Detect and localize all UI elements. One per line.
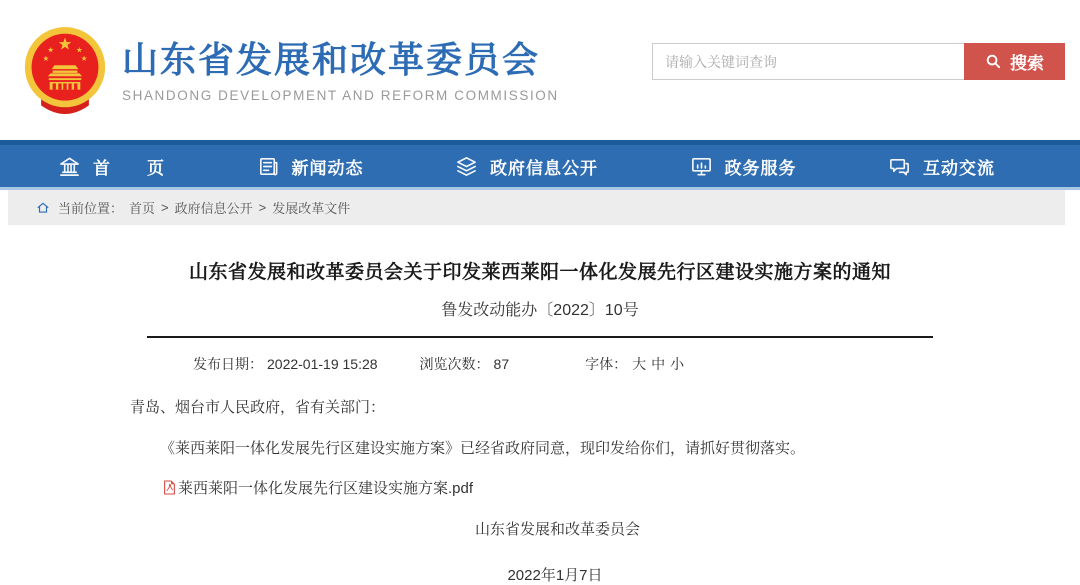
home-icon: [36, 201, 50, 215]
font-size-small[interactable]: 小: [670, 356, 685, 372]
search-icon: [985, 53, 1002, 70]
brand-text: [122, 39, 559, 103]
nav-item-info-disclosure[interactable]: [455, 154, 598, 179]
layers-icon: [455, 155, 478, 178]
site-subtitle-en: SHANDONG DEVELOPMENT AND REFORM COMMISSION: [122, 88, 559, 104]
monitor-chart-icon: [690, 155, 713, 178]
building-icon: [58, 155, 81, 178]
font-size-control: [585, 354, 684, 374]
nav-item-services[interactable]: [690, 154, 797, 179]
nav-item-home[interactable]: [58, 154, 165, 179]
site-title: 山东省发展和改革委员会: [122, 38, 541, 80]
doc-number: 鲁发改动能办〔2022〕10号: [441, 302, 639, 319]
breadcrumb-link-reform-documents[interactable]: 发展改革文件: [272, 201, 351, 216]
breadcrumb-separator: >: [258, 200, 267, 215]
article-body: [0, 396, 1080, 585]
search-button[interactable]: [964, 43, 1065, 80]
nav-item-label: 政府信息公开: [490, 158, 598, 178]
main-nav: [0, 140, 1080, 190]
breadcrumb-prefix: 当前位置：: [58, 201, 124, 216]
view-count-value: 87: [493, 356, 510, 372]
nav-item-label: 首 页: [93, 158, 165, 178]
site-brand[interactable]: [22, 25, 559, 117]
publish-date: [193, 354, 378, 374]
breadcrumb-separator: >: [161, 200, 169, 215]
nav-item-interaction[interactable]: [888, 154, 995, 179]
font-size-label: 字体：: [585, 356, 628, 372]
search-bar: [652, 43, 1065, 80]
chat-bubbles-icon: [888, 155, 911, 178]
article: [0, 225, 1080, 585]
attachment-row: [130, 477, 950, 498]
signature: 山东省发展和改革委员会: [474, 521, 640, 538]
signature-date: 2022年1月7日: [507, 567, 603, 584]
publish-date-value: 2022-01-19 15:28: [267, 356, 378, 372]
salutation: 青岛、烟台市人民政府，省有关部门：: [130, 399, 386, 416]
font-size-large[interactable]: 大: [632, 356, 647, 372]
article-meta: [147, 354, 933, 374]
attachment-link[interactable]: 莱西莱阳一体化发展先行区建设实施方案.pdf: [178, 480, 474, 497]
search-button-label: 搜索: [1010, 54, 1044, 73]
nav-item-label: 政务服务: [724, 158, 797, 178]
newspaper-icon: [257, 155, 280, 178]
breadcrumb-link-home[interactable]: 首页: [129, 201, 156, 216]
nav-item-label: 互动交流: [923, 158, 995, 178]
article-paragraph: 《莱西莱阳一体化发展先行区建设实施方案》已经省政府同意，现印发给你们，请抓好贯彻落实。: [160, 440, 806, 457]
font-size-medium[interactable]: 中: [651, 356, 666, 372]
article-title: 山东省发展和改革委员会关于印发莱西莱阳一体化发展先行区建设实施方案的通知: [188, 262, 891, 283]
pdf-icon: [163, 480, 176, 495]
publish-date-label: 发布日期：: [193, 356, 263, 372]
breadcrumb: [8, 190, 1065, 225]
view-count-label: 浏览次数：: [419, 356, 490, 372]
title-divider: [147, 336, 933, 338]
breadcrumb-link-info-disclosure[interactable]: 政府信息公开: [174, 201, 253, 216]
nav-item-label: 新闻动态: [291, 158, 364, 178]
view-count: [420, 354, 510, 374]
search-input[interactable]: [652, 43, 964, 80]
nav-item-news[interactable]: [257, 154, 364, 179]
national-emblem-logo: [22, 25, 108, 117]
site-header: [0, 0, 1080, 140]
